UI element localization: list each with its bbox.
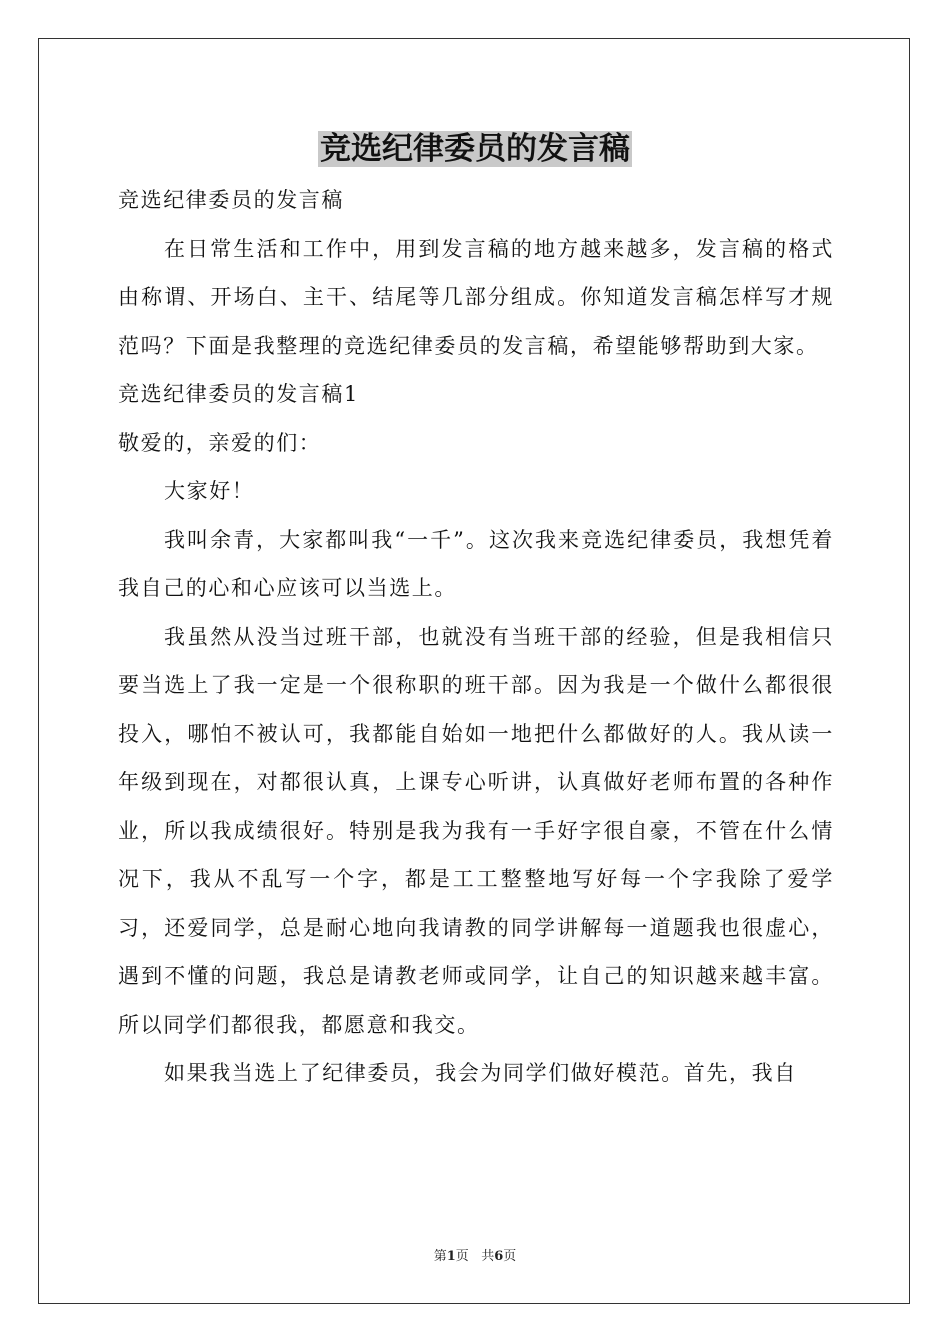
section-heading: 竞选纪律委员的发言稿1 bbox=[118, 382, 359, 406]
document-title-text: 竞选纪律委员的发言稿 bbox=[320, 131, 630, 167]
page-number: 1 bbox=[446, 1249, 456, 1264]
document-body bbox=[118, 176, 834, 1098]
greeting: 大家好！ bbox=[164, 479, 255, 503]
salutation: 敬爱的，亲爱的们： bbox=[118, 430, 322, 455]
page-footer bbox=[0, 1247, 950, 1267]
document-title bbox=[0, 126, 950, 172]
body-paragraph: 我虽然从没当过班干部，也就没有当班干部的经验，但是我相信只要当选上了我一定是一个很称职的班干部。因为我是一个做什么都很很投入，哪怕不被认可，我都能自始如一地把什么都做好的人。我从读一年级到现在，对都很认真，上课专心听讲，认真做好老师布置的各种作业，所以我成绩很好。特别是我为我有一手好字很自豪，不管在什么情况下，我从不乱写一个字，都是工工整整地写好每一个字我除了爱学习，还爱同学，总是耐心地向我请教的同学讲解每一道题我也很虚心，遇到不懂的问题，我总是请教老师或同学，让自己的知识越来越丰富。所以同学们都很我，都愿意和我交。 bbox=[118, 624, 834, 1037]
subtitle-line: 竞选纪律委员的发言稿 bbox=[118, 188, 344, 212]
intro-paragraph: 在日常生活和工作中，用到发言稿的地方越来越多，发言稿的格式由称谓、开场白、主干、结尾等几部分组成。你知道发言稿怎样写才规范吗？下面是我整理的竞选纪律委员的发言稿，希望能够帮助到大家。 bbox=[118, 236, 834, 358]
total-pages: 6 bbox=[494, 1249, 504, 1264]
total-label-prefix: 共 bbox=[481, 1249, 495, 1264]
body-paragraph: 我叫余青，大家都叫我“一千”。这次我来竞选纪律委员，我想凭着我自己的心和心应该可以当选上。 bbox=[118, 527, 834, 600]
total-label-suffix: 页 bbox=[503, 1249, 517, 1264]
page-label-suffix: 页 bbox=[455, 1249, 469, 1264]
page-label-prefix: 第 bbox=[433, 1249, 447, 1264]
body-paragraph: 如果我当选上了纪律委员，我会为同学们做好模范。首先，我自 bbox=[164, 1061, 797, 1085]
